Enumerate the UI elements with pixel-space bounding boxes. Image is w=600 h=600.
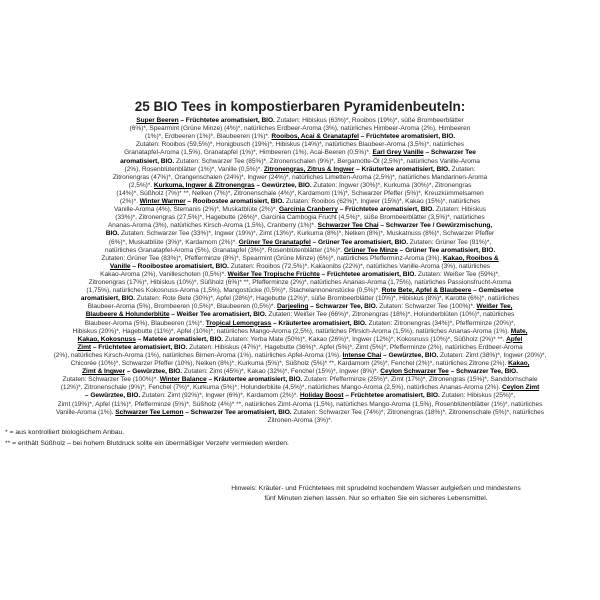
- ingredient-line: Blaubeere & Holunderblüte – Weißer Tee aromatisiert, BIO. Zutaten: Weißer Tee (66%)*, Zitronengras (18%)*, Holunderblüten (10%)*, natürliches: [85, 311, 515, 319]
- ingredient-line: (6%)*, Muskatblüte (3%)*, Kardamom (2%)*. Grüner Tee Granatapfel – Grüner Tee aromatisiert, BIO. Zutaten: Grüner Tee (91%)*,: [108, 238, 492, 246]
- ingredient-line: Zutaten: Schwarzer Tee (100%)*. Winter Balance – Kräutertee aromatisiert, BIO. Zutaten: Pfefferminze (25%)*, Zimt (17%)*, Zitronengras (15%)*, Sanddornschale: [62, 376, 538, 384]
- ingredient-line: Zimt & Ingwer – Gewürztee, BIO. Zutaten: Zimt (45%)*, Kakao (32%)*, Fenchel (15%)*, Ingwer (8%)*. Ceylon Schwarzer Tee – Schwarzer Tee, BIO.: [82, 368, 518, 376]
- ingredient-line: Zitronen-Aroma (3%)*.: [267, 416, 333, 424]
- ingredient-line: (2%), Rosenblütenblätter (1%)*, Vanille (0,5%)*. Zitronengras, Zitrus & Ingwer – Kräutertee aromatisiert, BIO. Zutaten:: [124, 165, 476, 173]
- ingredient-line: (1,75%), natürliches Kokosnuss-Aroma (1,5%), Mangostücke (0,5%)*, Stachelannonenstücke (0,5%)*. Rote Bete, Apfel & Blaubeere – Gemüsetee: [86, 287, 514, 295]
- ingredient-line: (1%)*, Erdbeeren (1%)*, Blaubeeren (1%)*. Rooibos, Acai & Granatapfel – Früchtetee aromatisiert, BIO.: [144, 133, 456, 141]
- ingredient-line: (2%), natürliches Kirsch-Aroma (1%), natürliches Birnen-Aroma (1%), natürliches Apfel-Aroma (1%). Intense Chai – Gewürztee, BIO. Zutaten: Zimt (38%)*, Ingwer (20%)*,: [53, 351, 547, 359]
- footnote-organic: * = aus kontrolliert biologischem Anbau.: [5, 429, 125, 436]
- ingredient-line: – Gewürztee, BIO. Zutaten: Zimt (92%)*, Ingwer (6%)*, Kardamom (2%)*. Holiday Boost – Früchtetee aromatisiert, BIO. Zutaten: Hibiskus (25%)*,: [84, 392, 516, 400]
- ingredient-line: Zimt (19%)*, Apfel (11%)*, Pfefferminze (5%)*, Süßholz (4%)* **, natürliches Zimt-Aroma (1,5%), natürliches Mango-Aroma (1,5%), Rosenblütenblätter (1%)*, natürliches: [57, 400, 543, 408]
- ingredient-line: Blaubeer-Aroma (5%), Brombeeren (0,5%)*, Blaubeeren (0,5%)*. Darjeeling – Schwarzer Tee, BIO. Zutaten: Schwarzer Tee (100%)*. Weißer Tee,: [87, 303, 513, 311]
- ingredient-line: Zutaten: Rooibos (59,5%)*, Honigbusch (19%)*, Hibiskus (14%)*, natürliches Blaubeer-Aroma (3,5%)*, natürliches: [135, 141, 464, 149]
- ingredient-line: Vanille-Aroma (1%). Schwarzer Tee Lemon – Schwarzer Tee aromatisiert, BIO. Zutaten: Schwarzer Tee (74%)*, Zitronengras (18%)*, Zitronenschale (5%)*, natürliches: [55, 408, 545, 416]
- ingredient-line: Zitronengras (47%)*, Orangenschalen (24%)*, Ingwer (24%)*, natürliches Limetten-Aroma (2,5%)*, natürliches Mandarinen-Aroma: [112, 173, 488, 181]
- ingredient-line: Ananas-Aroma (3%), natürliches Kirsch-Aroma (1,5%), Cranberry (1%)*. Schwarzer Tee Chai – Schwarzer Tee / Gewürzmischung,: [107, 222, 493, 230]
- ingredient-line: Zitronengras (17%)*, Hibiskus (10%)*, Süßholz (6%)* **, Pfefferminze (2%)*, natürliches Ananas-Aroma (1,75%), natürliches Passionsfrucht-Aroma: [88, 279, 512, 286]
- ingredient-line: Blaubeer-Aroma (5%), Blaubeeren (1%)*. Tropical Lemongrass – Kräutertee aromatisiert, BIO. Zutaten: Zitronengras (34%)*, Pfefferminze (20%)*,: [84, 319, 516, 327]
- ingredient-line: Chicorée (10%)*, Schwarzer Pfeffer (10%), Nelken (8%)*, Kurkuma (5%)*, Süßholz (5%)* **, Kardamom (2%)*, Fenchel (2%)*, natürliches Zitrone (2%). Kakao,: [70, 360, 530, 367]
- ingredient-line: (33%)*, Zitronengras (27,5%)*, Hagebutte (26%)*, Garcinia Cambogia Frucht (4,5%)*, süße Brombeerblätter (3,5%)*, natürliches: [115, 214, 485, 222]
- ingredient-line: Kakao, Kokosnuss – Matetee aromatisiert, BIO. Zutaten: Yerba Mate (50%)*, Kakao (26%)*, Ingwer (12%)*, Kokosnuss (10%)*, Süßholz (2%)* **. Apfel: [77, 335, 523, 343]
- ingredient-line: (12%)*, Zitronenschale (9%)*, Fenchel (7%)*, Kurkuma (5%)*, Holunderblüte (4,5%)*, natürliches Mango-Aroma (2,5%), natürliches Ananas-Aroma (2%). Ceylon Zimt: [60, 384, 540, 392]
- ingredient-line: Kakao-Aroma (2%), Vanilleschoten (0,5%)*. Weißer Tee Tropische Früchte – Früchtetee aromatisiert, BIO. Zutaten: Weißer Tee (59%)*,: [100, 270, 500, 278]
- ingredient-line: Vanille-Aroma (4%), Sternanis (2%)*, Muskatblüte (2%)*. Garcinia Cranberry – Früchtetee aromatisiert, BIO. Zutaten: Hibiskus: [114, 206, 486, 214]
- ingredient-line: natürliches Granatapfel-Aroma (5%), Granatapfel (3%)*, Rosenblütenblätter (1%)*. Grüner Tee Minze – Grüner Tee aromatisiert, BIO.: [104, 246, 496, 254]
- ingredient-line: aromatisiert, BIO. Zutaten: Rote Bete (30%)*, Apfel (28%)*, Hagebutte (12%)*, süße Brombeerblätter (10%)*, Hibiskus (8%)*, Karotte (6%)*, natürliches: [80, 295, 520, 303]
- ingredient-line: aromatisiert, BIO. Zutaten: Schwarzer Tee (85%)*, Zitronenschalen (9%)*, Bergamotte-Öl (2,5%)*, natürliches Vanille-Aroma: [120, 157, 480, 165]
- ingredient-line: (2%)*. Winter Warmer – Rooibostee aromatisiert, BIO. Zutaten: Rooibos (62%)*, Ingwer (15%)*, Kakao (15%)*, natürliches: [119, 198, 481, 205]
- preparation-hint: Hinweis: Kräuter- und Früchtetees mit sprudelnd kochendem Wasser aufgießen und mindestens fünf Minuten ziehen lassen. Nur so erhalten Sie ein sicheres Lebensmittel.: [231, 485, 521, 502]
- ingredient-line: (6%)*, Spearmint (Grüne Minze) (4%)*, natürliches Erdbeer-Aroma (3%), natürliches Himbeer-Aroma (2%), Himbeeren: [129, 125, 471, 133]
- footnote-licorice: ** = enthält Süßholz – bei hohem Blutdruck sollte ein übermäßiger Verzehr vermieden werden.: [5, 440, 289, 447]
- ingredient-line: (2,5%)*. Kurkuma, Ingwer & Zitronengras – Gewürztee, BIO. Zutaten: Ingwer (30%)*, Kurkuma (30%)*, Zitronengras: [128, 181, 472, 189]
- ingredient-line: (14%)*, Süßholz (7%)* **, Nelken (7%)*, Zitronenschale (4%)*, Kardamom (1%)*, Schwarzer Pfeffer (5%)*, Kreuzkümmelsamen: [116, 189, 484, 197]
- ingredient-line: Vanille – Rooibostee aromatisiert, BIO. Zutaten: Rooibos (72,5%)*, Kakaonibs (22%)*, natürliches Vanille-Aroma (3%), natürliches: [109, 262, 491, 270]
- ingredient-line: Zimt – Früchtetee aromatisiert, BIO. Zutaten: Hibiskus (47%)*, Hagebutte (36%)*, Apfel (5%)*, Zimt (5%)*, Pfefferminze (2%), natürliches Erdbeer-Aroma: [77, 343, 523, 351]
- ingredient-line: BIO. Zutaten: Schwarzer Tee (33%)*, Ingwer (19%)*, Zimt (13%)*, Kurkuma (8%)*, Nelken (8%)*, Muskatnuss (8%)*, Schwarzer Pfeffer: [105, 230, 495, 238]
- ingredient-line: Zutaten: Grüner Tee (83%)*, Pfefferminze (8%)*, Spearmint (Grüne Minze) (6%)*, natürliches Pfefferminz-Aroma (3%). Kakao, Rooibos &: [101, 254, 499, 262]
- ingredient-line: Hibiskus (20%)*, Hagebutte (11%)*, Apfel (10%)*, natürliches Mango-Aroma (2,5%), natürliches Pfirsich-Aroma (1,5%), natürliches Ananas-Aroma (1%). Mate,: [72, 327, 528, 335]
- ingredient-line: Super Beeren – Früchtetee aromatisiert, BIO. Zutaten: Hibiskus (63%)*, Rooibos (19%)*, süße Brombeerblätter: [136, 117, 464, 124]
- ingredient-line: Granatapfel-Aroma (1,5%), Granatapfel (1%)*, Himbeeren (1%), Acai-Beeren (0,5%)*. Earl Grey Vanille – Schwarzer Tee: [124, 149, 476, 157]
- page-title: 25 BIO Tees in kompostierbaren Pyramidenbeuteln:: [134, 99, 466, 114]
